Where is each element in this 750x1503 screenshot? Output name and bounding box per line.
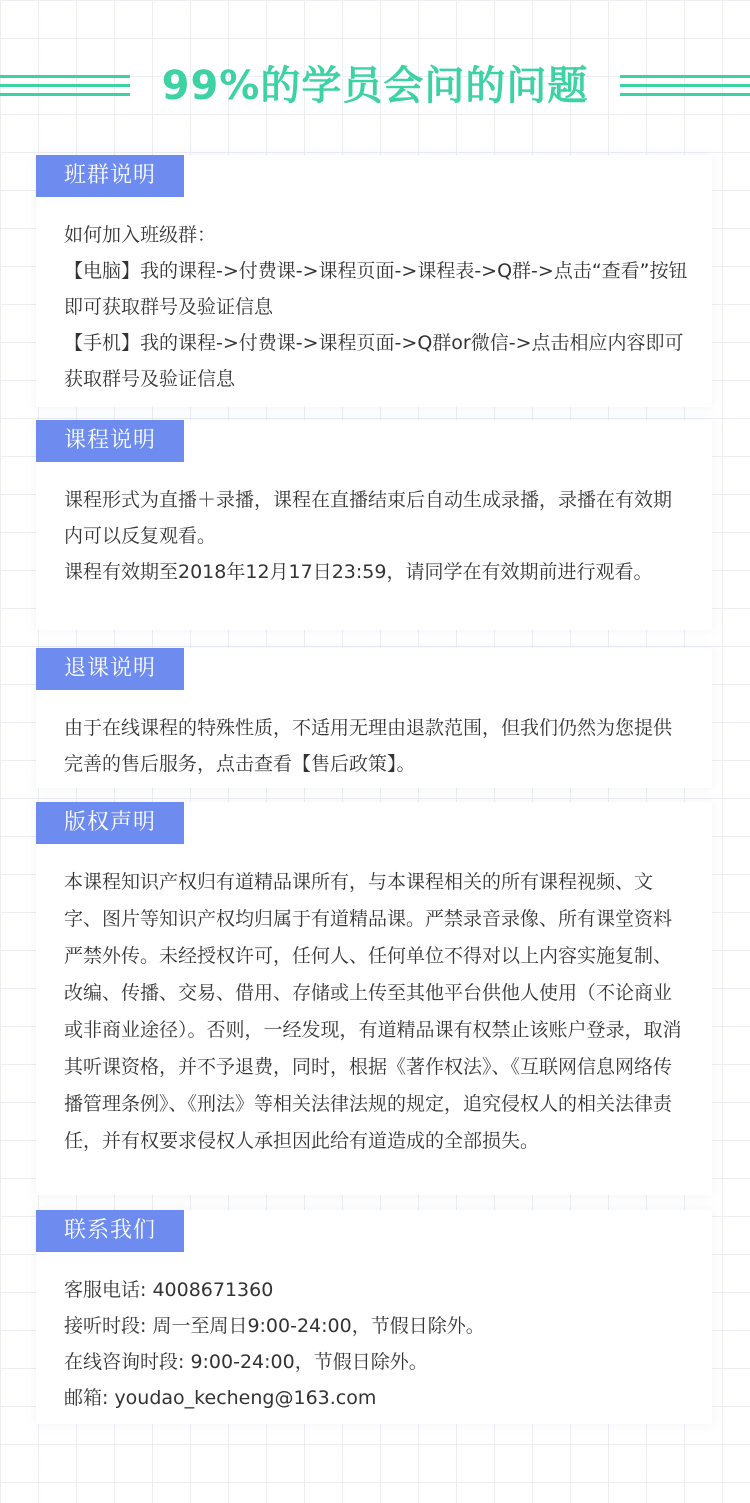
decorative-lines-right <box>620 75 750 97</box>
body-line[interactable]: 由于在线课程的特殊性质，不适用无理由退款范围，但我们仍然为您提供完善的售后服务，点击查看【售后政策】。 <box>64 717 673 775</box>
section-body <box>64 217 688 397</box>
page-header <box>0 58 750 114</box>
body-line: 课程形式为直播＋录播，课程在直播结束后自动生成录播，录播在有效期内可以反复观看。 <box>64 489 673 547</box>
section-tag: 版权声明 <box>36 802 184 844</box>
section-contact <box>36 1210 712 1424</box>
body-line: 如何加入班级群： <box>64 224 217 246</box>
section-body <box>64 864 688 1160</box>
section-copyright <box>36 802 712 1195</box>
body-line: 本课程知识产权归有道精品课所有，与本课程相关的所有课程视频、文字、图片等知识产权均归属于有道精品课。严禁录音录像、所有课堂资料严禁外传。未经授权许可，任何人、任何单位不得对以上内容实施复制、改编、传播、交易、借用、存储或上传至其他平台供他人使用（不论商业或非商业途径）。否则，一经发现，有道精品课有权禁止该账户登录，取消其听课资格，并不予退费，同时，根据《著作权法》、《互联网信息网络传播管理条例》、《刑法》等相关法律法规的规定，追究侵权人的相关法律责任，并有权要求侵权人承担因此给有道造成的全部损失。 <box>64 871 682 1152</box>
section-body <box>64 710 688 782</box>
contact-email[interactable]: 邮箱: youdao_kecheng@163.com <box>64 1387 377 1409</box>
section-body <box>64 482 688 590</box>
section-tag: 课程说明 <box>36 420 184 462</box>
section-tag: 退课说明 <box>36 648 184 690</box>
section-class-group <box>36 155 712 407</box>
section-tag: 班群说明 <box>36 155 184 197</box>
section-tag: 联系我们 <box>36 1210 184 1252</box>
contact-hours: 接听时段: 周一至周日9:00-24:00，节假日除外。 <box>64 1315 485 1337</box>
body-line[interactable]: 【电脑】我的课程->付费课->课程页面->课程表->Q群->点击“查看”按钮即可获取群号及验证信息 <box>64 260 688 318</box>
body-line[interactable]: 【手机】我的课程->付费课->课程页面->Q群or微信->点击相应内容即可获取群号及验证信息 <box>64 332 684 390</box>
decorative-lines-left <box>0 75 130 97</box>
page-title: 99%的学员会问的问题 <box>161 63 589 109</box>
section-body <box>64 1272 688 1416</box>
section-refund <box>36 648 712 788</box>
body-line: 课程有效期至2018年12月17日23:59，请同学在有效期前进行观看。 <box>64 561 653 583</box>
contact-online-hours: 在线咨询时段: 9:00-24:00，节假日除外。 <box>64 1351 428 1373</box>
section-course <box>36 420 712 630</box>
contact-phone: 客服电话: 4008671360 <box>64 1279 274 1301</box>
